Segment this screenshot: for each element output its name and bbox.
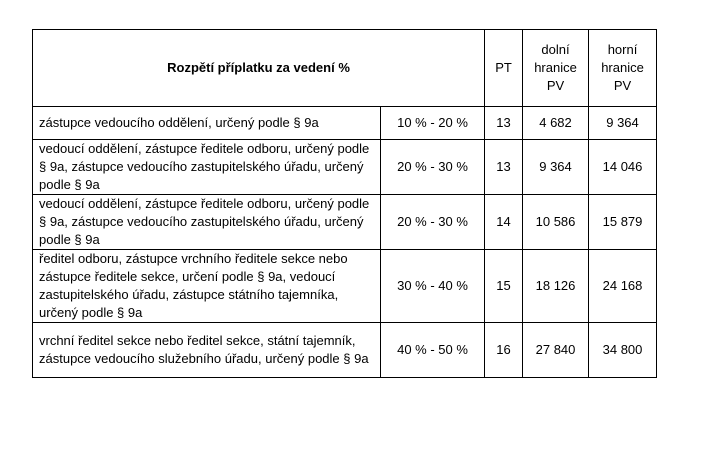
- pt-cell: 13: [485, 107, 523, 140]
- pt-cell: 15: [485, 250, 523, 323]
- upper-limit-cell: 15 879: [589, 195, 657, 250]
- position-cell: ředitel odboru, zástupce vrchního ředitele sekce nebo zástupce ředitele sekce, určení podle § 9a, vedoucí zastupitelského úřadu, zástupce státního tajemníka, určený podle § 9a: [33, 250, 381, 323]
- lower-limit-cell: 18 126: [523, 250, 589, 323]
- pt-cell: 14: [485, 195, 523, 250]
- header-pt: PT: [485, 30, 523, 107]
- upper-limit-cell: 24 168: [589, 250, 657, 323]
- header-lower-limit: dolní hranice PV: [523, 30, 589, 107]
- header-row: [33, 30, 657, 107]
- upper-limit-cell: 9 364: [589, 107, 657, 140]
- table-row: [33, 140, 657, 195]
- lower-limit-cell: 27 840: [523, 323, 589, 378]
- lower-limit-cell: 4 682: [523, 107, 589, 140]
- position-cell: vrchní ředitel sekce nebo ředitel sekce, státní tajemník, zástupce vedoucího služebního úřadu, určený podle § 9a: [33, 323, 381, 378]
- table-row: [33, 323, 657, 378]
- range-cell: 20 % - 30 %: [381, 195, 485, 250]
- position-cell: zástupce vedoucího oddělení, určený podle § 9a: [33, 107, 381, 140]
- range-cell: 20 % - 30 %: [381, 140, 485, 195]
- position-cell: vedoucí oddělení, zástupce ředitele odboru, určený podle § 9a, zástupce vedoucího zastupitelského úřadu, určený podle § 9a: [33, 140, 381, 195]
- pt-cell: 16: [485, 323, 523, 378]
- lower-limit-cell: 9 364: [523, 140, 589, 195]
- allowance-table: [32, 29, 657, 378]
- table-row: [33, 107, 657, 140]
- table-row: [33, 195, 657, 250]
- range-cell: 30 % - 40 %: [381, 250, 485, 323]
- table-row: [33, 250, 657, 323]
- lower-limit-cell: 10 586: [523, 195, 589, 250]
- range-cell: 40 % - 50 %: [381, 323, 485, 378]
- header-title: Rozpětí příplatku za vedení %: [33, 30, 485, 107]
- position-cell: vedoucí oddělení, zástupce ředitele odboru, určený podle § 9a, zástupce vedoucího zastupitelského úřadu, určený podle § 9a: [33, 195, 381, 250]
- upper-limit-cell: 14 046: [589, 140, 657, 195]
- header-upper-limit: horní hranice PV: [589, 30, 657, 107]
- range-cell: 10 % - 20 %: [381, 107, 485, 140]
- upper-limit-cell: 34 800: [589, 323, 657, 378]
- pt-cell: 13: [485, 140, 523, 195]
